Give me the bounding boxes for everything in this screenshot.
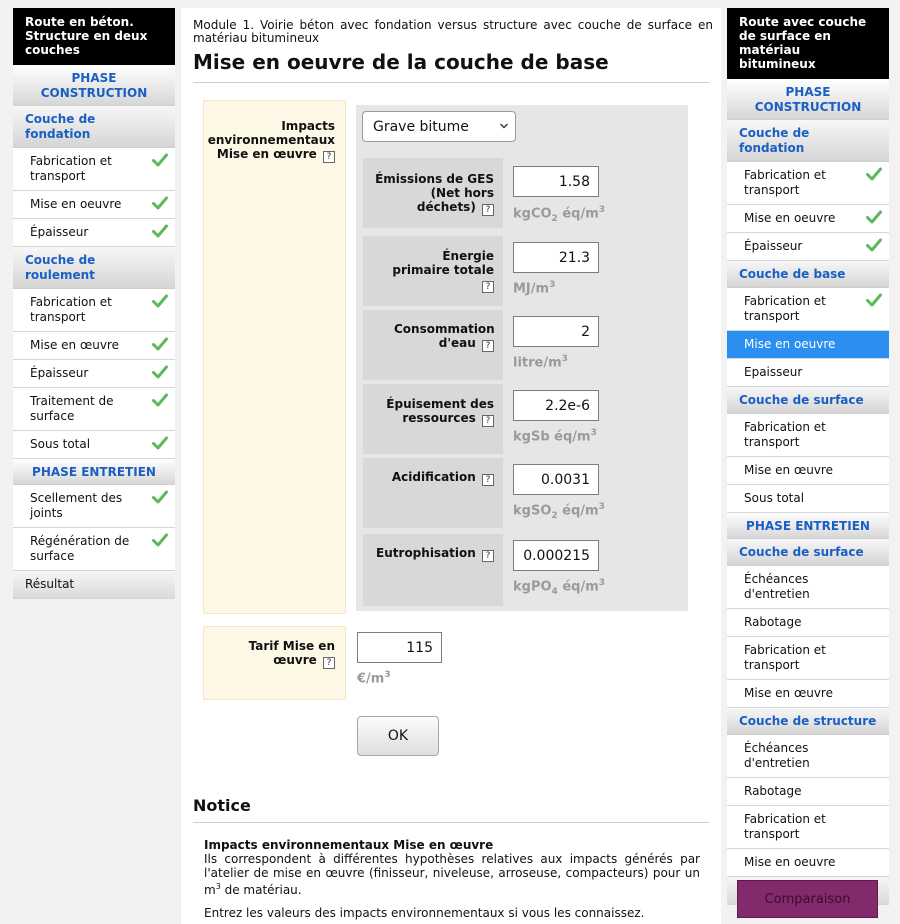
unit-base: kgSb éq/m <box>513 429 591 445</box>
material-select[interactable] <box>362 111 516 142</box>
notice-body-text: Ils correspondent à différentes hypothèses relatives aux impacts générés par l'atelier de mise en œuvre (finisseur, niveleuse, arroseuse, compacteurs) pour un m <box>204 852 700 897</box>
tarif-input[interactable]: 115 <box>357 632 442 663</box>
impacts-label-text: Impacts environnementaux Mise en œuvre <box>207 119 335 161</box>
check-icon <box>152 436 168 450</box>
impact-label <box>364 470 494 486</box>
nav-item-label: Régénération de surface <box>30 534 130 563</box>
nav-section-couche-de-surface[interactable]: Couche de surface <box>727 387 889 414</box>
impact-label-box <box>363 310 503 380</box>
nav-item-echeances-entretien[interactable]: Échéances d'entretien <box>727 566 889 609</box>
unit-sup: 3 <box>598 205 606 215</box>
nav-item-fabrication-transport[interactable] <box>727 288 889 331</box>
ok-button[interactable]: OK <box>357 716 439 756</box>
nav-item-mise-en-oeuvre[interactable] <box>13 332 175 360</box>
notice-body-end: de matériau. <box>220 883 302 897</box>
check-icon <box>866 210 882 224</box>
nav-item-label: Épaisseur <box>30 225 89 239</box>
notice-divider <box>193 822 709 823</box>
page-title: Mise en oeuvre de la couche de base <box>193 50 609 74</box>
nav-item-mise-en-oeuvre-active[interactable]: Mise en oeuvre <box>727 331 889 359</box>
nav-item-scellement-des-joints[interactable] <box>13 485 175 528</box>
nav-item-label: Traitement de surface <box>30 394 114 423</box>
tarif-unit <box>357 670 391 686</box>
notice-body <box>204 852 700 897</box>
impact-row-ressources <box>363 384 684 454</box>
right-nav <box>727 8 889 905</box>
unit-sup: 3 <box>384 670 391 680</box>
check-icon <box>866 167 882 181</box>
nav-item-epaisseur[interactable] <box>13 219 175 247</box>
nav-item-fabrication-transport[interactable] <box>13 148 175 191</box>
impact-label <box>369 172 494 216</box>
help-icon[interactable]: ? <box>323 657 335 669</box>
nav-item-echeances-entretien[interactable]: Échéances d'entretien <box>727 735 889 778</box>
help-icon[interactable]: ? <box>482 550 494 562</box>
unit-sub: 2 <box>551 510 558 521</box>
check-icon <box>152 393 168 407</box>
nav-item-label: Épaisseur <box>744 239 803 253</box>
nav-item-mise-en-oeuvre[interactable]: Mise en oeuvre <box>727 849 889 877</box>
nav-item-sous-total[interactable] <box>13 431 175 459</box>
notice-title: Notice <box>193 796 251 815</box>
chevron-down-icon <box>499 121 509 131</box>
notice-instruction: Entrez les valeurs des impacts environnementaux si vous les connaissez. <box>204 906 645 920</box>
nav-item-epaisseur[interactable] <box>13 360 175 388</box>
impact-label-text: Consommation d'eau <box>394 322 495 350</box>
nav-item-label: Scellement des joints <box>30 491 123 520</box>
help-icon[interactable]: ? <box>482 474 494 486</box>
nav-item-mise-en-oeuvre[interactable]: Mise en œuvre <box>727 680 889 708</box>
nav-item-resultat[interactable]: Résultat <box>13 571 175 599</box>
nav-section-couche-de-fondation[interactable]: Couche de fondation <box>727 120 889 162</box>
check-icon <box>152 337 168 351</box>
impact-label-box <box>363 384 503 454</box>
unit-sup: 3 <box>590 428 597 438</box>
unit-sup: 3 <box>598 502 605 512</box>
notice-subtitle: Impacts environnementaux Mise en œuvre <box>204 838 494 852</box>
check-icon <box>152 294 168 308</box>
impact-row-energie <box>363 236 684 306</box>
nav-item-fabrication-transport[interactable]: Fabrication et transport <box>727 637 889 680</box>
impact-row-eau <box>363 310 684 380</box>
nav-item-label: Sous total <box>30 437 91 451</box>
energie-input[interactable]: 21.3 <box>513 242 599 273</box>
nav-item-rabotage[interactable]: Rabotage <box>727 609 889 637</box>
nav-item-fabrication-transport[interactable] <box>13 289 175 332</box>
phase-entretien-heading: PHASE ENTRETIEN <box>13 459 175 485</box>
nav-item-fabrication-transport[interactable] <box>727 162 889 205</box>
nav-item-rabotage[interactable]: Rabotage <box>727 778 889 806</box>
left-nav-header: Route en béton. Structure en deux couches <box>13 8 175 65</box>
right-nav-header: Route avec couche de surface en matériau bitumineux <box>727 8 889 79</box>
unit-sup: 3 <box>549 280 556 290</box>
unit-sub: 2 <box>551 213 558 224</box>
unit-base: MJ/m <box>513 281 550 297</box>
unit-base: kgCO <box>513 206 552 222</box>
tarif-label-column <box>203 626 346 700</box>
impacts-label <box>205 119 335 163</box>
impact-label-text: Épuisement des ressources <box>386 397 494 425</box>
impact-label-text: Eutrophisation <box>376 546 476 560</box>
impact-unit <box>513 428 597 447</box>
nav-item-label: Fabrication et transport <box>30 295 112 324</box>
impact-unit <box>513 578 605 597</box>
comparaison-button[interactable]: Comparaison <box>737 880 878 918</box>
title-divider <box>193 82 709 83</box>
nav-item-fabrication-transport[interactable]: Fabrication et transport <box>727 806 889 849</box>
notice-body-sup: 3 <box>215 882 221 891</box>
impact-label <box>364 546 494 562</box>
unit-base: €/m <box>357 671 385 687</box>
nav-item-epaisseur[interactable]: Epaisseur <box>727 359 889 387</box>
help-icon[interactable]: ? <box>323 151 335 163</box>
impact-label-box <box>363 236 503 306</box>
phase-entretien-heading: PHASE ENTRETIEN <box>727 513 889 539</box>
unit-base: kgSO <box>513 503 552 519</box>
unit-rest: éq/m <box>557 579 599 595</box>
nav-item-epaisseur[interactable] <box>727 233 889 261</box>
unit-rest: éq/m <box>557 206 599 222</box>
help-icon[interactable]: ? <box>482 281 494 293</box>
unit-sub: 4 <box>551 586 558 597</box>
nav-item-label: Mise en oeuvre <box>744 211 836 225</box>
unit-sup: 3 <box>598 578 606 588</box>
eutrophisation-input[interactable]: 0.000215 <box>513 540 599 571</box>
ges-input[interactable]: 1.58 <box>513 166 599 197</box>
nav-section-couche-de-fondation[interactable]: Couche de fondation <box>13 106 175 148</box>
check-icon <box>152 153 168 167</box>
ressources-input[interactable]: 2.2e-6 <box>513 390 599 421</box>
nav-item-mise-en-oeuvre[interactable] <box>13 191 175 219</box>
phase-construction-heading: PHASE CONSTRUCTION <box>727 79 889 120</box>
nav-section-couche-de-base[interactable]: Couche de base <box>727 261 889 288</box>
help-icon[interactable]: ? <box>482 415 494 427</box>
impact-unit <box>513 502 605 521</box>
impact-label-text: Énergie primaire totale <box>392 249 494 277</box>
check-icon <box>152 490 168 504</box>
nav-section-couche-de-structure[interactable]: Couche de structure <box>727 708 889 735</box>
impact-label-text: Émissions de GES (Net hors déchets) <box>375 172 494 214</box>
nav-item-fabrication-transport[interactable]: Fabrication et transport <box>727 414 889 457</box>
material-select-value: Grave bitume <box>373 119 469 135</box>
impact-label <box>384 397 494 427</box>
unit-sup: 3 <box>561 354 568 364</box>
unit-base: kgPO <box>513 579 552 595</box>
check-icon <box>152 224 168 238</box>
check-icon <box>152 365 168 379</box>
impact-row-ges <box>363 158 684 228</box>
nav-item-label: Fabrication et transport <box>744 168 826 197</box>
nav-item-sous-total[interactable]: Sous total <box>727 485 889 513</box>
nav-item-label: Mise en oeuvre <box>30 197 122 211</box>
nav-item-label: Mise en œuvre <box>30 338 119 352</box>
main-panel <box>181 8 721 924</box>
check-icon <box>152 196 168 210</box>
impact-label <box>394 322 494 352</box>
check-icon <box>152 533 168 547</box>
check-icon <box>866 238 882 252</box>
acidification-input[interactable]: 0.0031 <box>513 464 599 495</box>
unit-base: litre/m <box>513 355 562 371</box>
impact-unit <box>513 280 555 299</box>
left-nav <box>13 8 175 599</box>
nav-item-label: Fabrication et transport <box>30 154 112 183</box>
nav-item-traitement-de-surface[interactable] <box>13 388 175 431</box>
module-description: Module 1. Voirie béton avec fondation versus structure avec couche de surface en matériau bitumineux <box>193 18 713 45</box>
nav-item-label: Fabrication et transport <box>744 294 826 323</box>
nav-item-mise-en-oeuvre[interactable]: Mise en œuvre <box>727 457 889 485</box>
impact-label-box <box>363 158 503 228</box>
help-icon[interactable]: ? <box>482 340 494 352</box>
impact-unit <box>513 354 568 373</box>
impact-label-box <box>363 534 503 606</box>
tarif-label-text: Tarif Mise en œuvre <box>248 639 335 667</box>
impact-label-text: Acidification <box>391 470 476 484</box>
impacts-label-column <box>203 100 346 614</box>
nav-item-mise-en-oeuvre[interactable] <box>727 205 889 233</box>
unit-rest: éq/m <box>557 503 599 519</box>
nav-section-entretien-couche-de-surface[interactable]: Couche de surface <box>727 539 889 566</box>
help-icon[interactable]: ? <box>482 204 494 216</box>
impact-label-box <box>363 458 503 528</box>
impact-row-acidification <box>363 458 684 528</box>
nav-item-regeneration-de-surface[interactable] <box>13 528 175 571</box>
impact-label <box>384 249 494 293</box>
impact-unit <box>513 205 605 224</box>
nav-section-couche-de-roulement[interactable]: Couche de roulement <box>13 247 175 289</box>
eau-input[interactable]: 2 <box>513 316 599 347</box>
tarif-label <box>235 639 335 669</box>
impact-row-eutrophisation <box>363 534 684 606</box>
check-icon <box>866 293 882 307</box>
nav-item-label: Épaisseur <box>30 366 89 380</box>
phase-construction-heading: PHASE CONSTRUCTION <box>13 65 175 106</box>
